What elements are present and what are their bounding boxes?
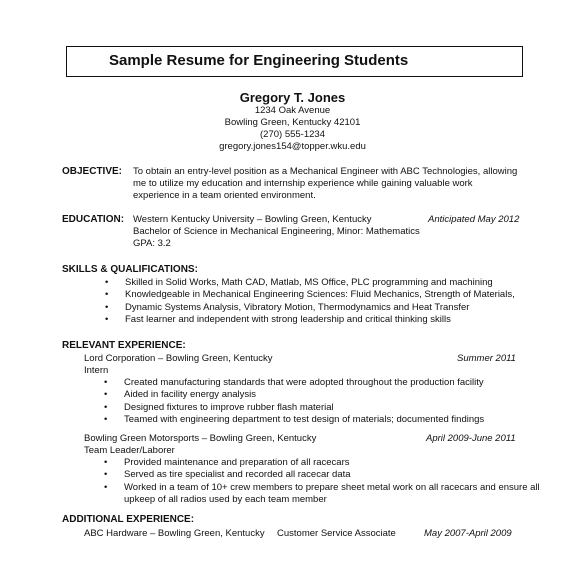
- job-duty-continuation: upkeep of all radios used by each team member: [124, 494, 327, 505]
- phone: (270) 555-1234: [260, 129, 325, 140]
- list-item: • Teamed with engineering department to test design of materials; documented findings: [104, 414, 484, 426]
- document-title: Sample Resume for Engineering Students: [109, 52, 409, 69]
- additional-heading: ADDITIONAL EXPERIENCE:: [62, 514, 195, 525]
- job-date: April 2009-June 2011: [426, 433, 516, 444]
- list-item: • Served as tire specialist and recorded all racecar data: [104, 469, 540, 481]
- additional-role: Customer Service Associate: [277, 528, 396, 539]
- list-item: • Fast learner and independent with strong leadership and critical thinking skills: [105, 314, 515, 326]
- list-item: • Provided maintenance and preparation of all racecars: [104, 457, 540, 469]
- experience-heading: RELEVANT EXPERIENCE:: [62, 340, 186, 351]
- job-duties-list: [104, 377, 484, 427]
- job-employer: Lord Corporation – Bowling Green, Kentucky: [84, 353, 273, 364]
- email: gregory.jones154@topper.wku.edu: [219, 141, 366, 152]
- job-date: Summer 2011: [457, 353, 516, 364]
- list-item: • Knowledgeable in Mechanical Engineering Sciences: Fluid Mechanics, Strength of Materials,: [105, 289, 515, 301]
- education-heading: EDUCATION:: [62, 214, 125, 225]
- education-date: Anticipated May 2012: [428, 214, 520, 225]
- job-role: Intern: [84, 365, 109, 376]
- address-line-1: 1234 Oak Avenue: [254, 105, 331, 116]
- additional-date: May 2007-April 2009: [424, 528, 512, 539]
- job-role: Team Leader/Laborer: [84, 445, 175, 456]
- list-item: • Worked in a team of 10+ crew members to prepare sheet metal work on all racecars and ensure all: [104, 482, 540, 494]
- additional-employer: ABC Hardware – Bowling Green, Kentucky: [84, 528, 265, 539]
- list-item: • Dynamic Systems Analysis, Vibratory Motion, Thermodynamics and Heat Transfer: [105, 302, 515, 314]
- objective-heading: OBJECTIVE:: [62, 166, 123, 177]
- title-box: [66, 46, 523, 77]
- applicant-name: Gregory T. Jones: [239, 90, 346, 105]
- skills-list: [105, 277, 515, 327]
- list-item: • Aided in facility energy analysis: [104, 389, 484, 401]
- list-item: • Created manufacturing standards that were adopted throughout the production facility: [104, 377, 484, 389]
- job-employer: Bowling Green Motorsports – Bowling Green, Kentucky: [84, 433, 317, 444]
- list-item: • Designed fixtures to improve rubber flash material: [104, 402, 484, 414]
- objective-line: me to utilize my education and internship experience while gaining valuable work: [133, 178, 473, 189]
- address-line-2: Bowling Green, Kentucky 42101: [224, 117, 361, 128]
- education-school: Western Kentucky University – Bowling Green, Kentucky: [133, 214, 372, 225]
- skills-heading: SKILLS & QUALIFICATIONS:: [62, 264, 198, 275]
- list-item: • Skilled in Solid Works, Math CAD, Matlab, MS Office, PLC programming and machining: [105, 277, 515, 289]
- education-gpa: GPA: 3.2: [133, 238, 171, 249]
- job-duties-list: [104, 457, 540, 494]
- objective-line: To obtain an entry-level position as a Mechanical Engineer with ABC Technologies, allowing: [133, 166, 518, 177]
- education-degree: Bachelor of Science in Mechanical Engineering, Minor: Mathematics: [133, 226, 420, 237]
- objective-line: experience in a team oriented environment.: [133, 190, 316, 201]
